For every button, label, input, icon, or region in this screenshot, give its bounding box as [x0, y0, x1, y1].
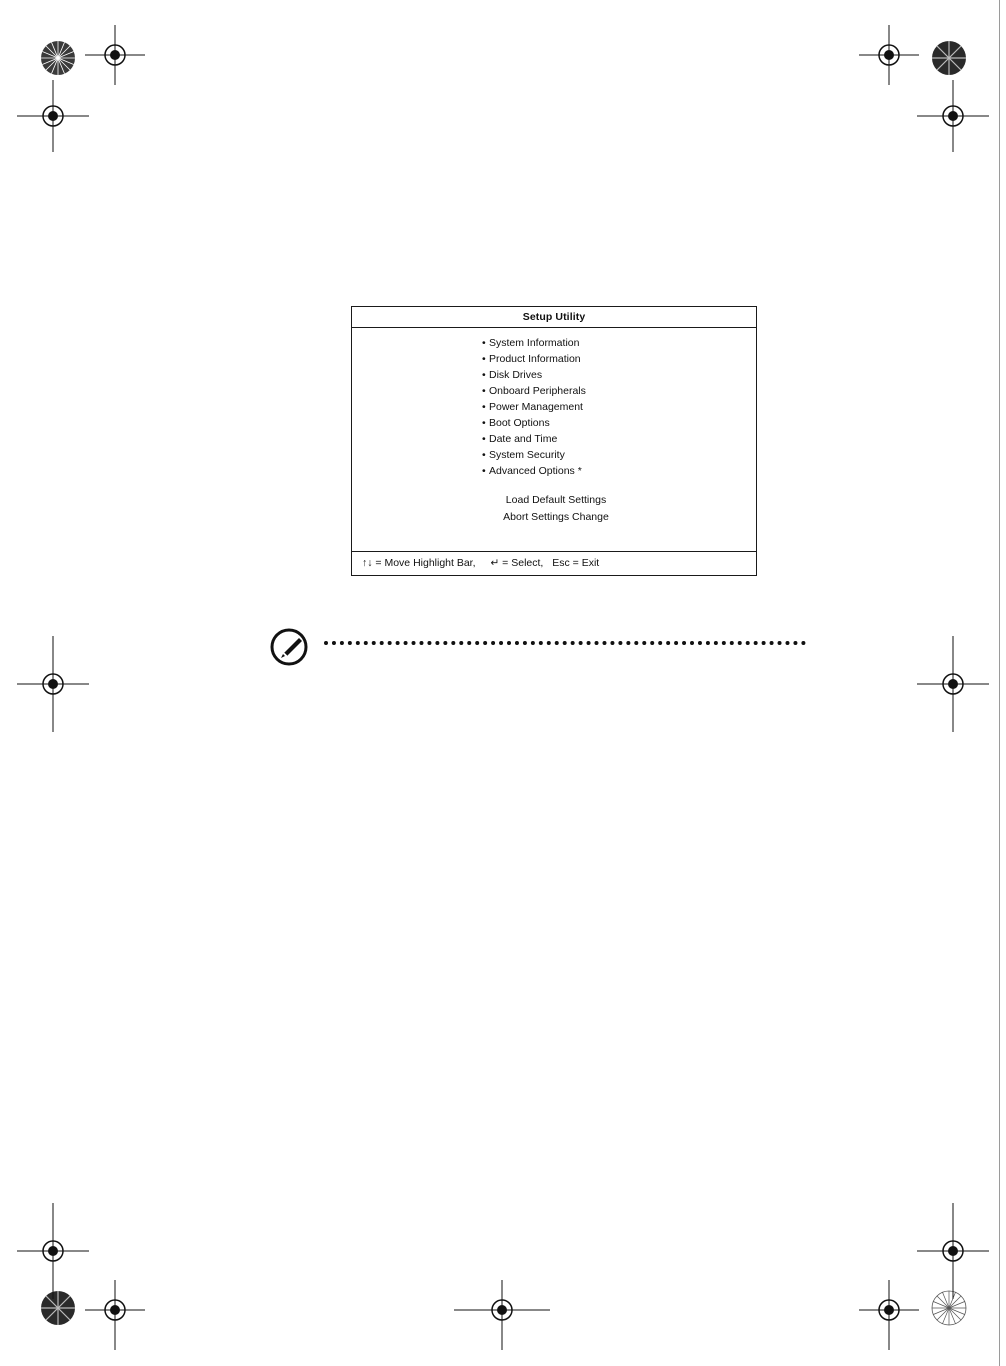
registration-mark-icon	[85, 1280, 145, 1350]
starburst-target-icon	[931, 40, 967, 76]
setup-menu	[482, 335, 586, 479]
registration-mark-icon	[17, 80, 89, 152]
menu-item-onboard-peripherals[interactable]: • Onboard Peripherals	[482, 385, 586, 397]
page-edge-line	[999, 0, 1000, 1366]
registration-mark-icon	[917, 80, 989, 152]
enter-key-icon: ↵	[490, 557, 500, 569]
registration-mark-icon	[917, 636, 989, 732]
menu-item-product-information[interactable]: • Product Information	[482, 353, 581, 365]
menu-item-power-management[interactable]: • Power Management	[482, 401, 583, 413]
starburst-target-icon	[40, 40, 76, 76]
note-pen-icon	[269, 627, 311, 667]
menu-item-system-security[interactable]: • System Security	[482, 449, 565, 461]
menu-item-date-and-time[interactable]: • Date and Time	[482, 433, 558, 445]
menu-item-boot-options[interactable]: • Boot Options	[482, 417, 550, 429]
menu-item-system-information[interactable]: • System Information	[482, 337, 580, 349]
note-divider	[324, 641, 806, 645]
key-help-bar	[352, 551, 756, 575]
abort-settings-change-option[interactable]: Abort Settings Change	[503, 511, 609, 523]
menu-item-disk-drives[interactable]: • Disk Drives	[482, 369, 543, 381]
up-down-arrows-icon: ↑↓	[362, 557, 373, 569]
move-highlight-help: = Move Highlight Bar,	[375, 557, 476, 569]
setup-title: Setup Utility	[352, 307, 756, 328]
select-help: = Select,	[502, 557, 544, 569]
load-default-settings-option[interactable]: Load Default Settings	[505, 494, 607, 506]
registration-mark-icon	[454, 1280, 550, 1350]
exit-help: Esc = Exit	[552, 557, 600, 569]
registration-mark-icon	[85, 25, 145, 85]
registration-mark-icon	[859, 1280, 919, 1350]
registration-mark-icon	[917, 1203, 989, 1299]
setup-actions	[352, 492, 756, 526]
setup-utility-screen	[351, 306, 757, 576]
registration-mark-icon	[859, 25, 919, 85]
menu-item-advanced-options[interactable]: • Advanced Options *	[482, 465, 582, 477]
registration-mark-icon	[17, 1203, 89, 1299]
registration-mark-icon	[17, 636, 89, 732]
